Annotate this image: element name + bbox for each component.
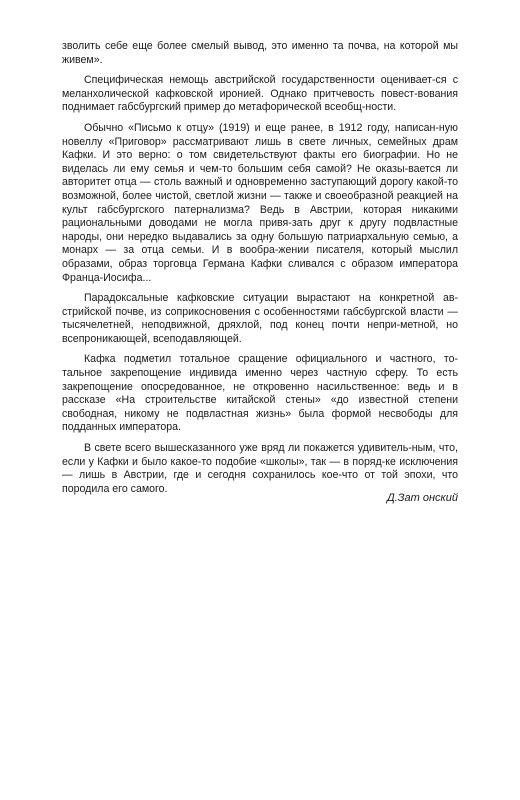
paragraph-letter-to-father: Обычно «Письмо к отцу» (1919) и еще ранее, в 1912 году, написан-ную новеллу «Приговор» рассматривают лишь в свете личных, семейных драм Кафки. И это верно: о том свидетельствуют факты его биографии. Но не виделась ли ему семья и чем-то большим себя самой? Не оказы-вается ли авторитет отца — столь важный и одновременно заступающий дорогу какой-то возможной, более чистой, светлой жизни — также и своеобразной реакцией на культ габсбургского патернализма? Ведь в Австрии, которая никакими рациональными доводами не могла привя-зать друг к другу подвластные народы, они нередко выдавались за одну большую патриархальную семью, а монарх — за отца семьи. И в вообра-жении писателя, который мыслил образами, образ торговца Германа Кафки сливался с образом императора Франца-Иосифа... [62,121,458,284]
paragraph-conclusion: В свете всего вышесказанного уже вряд ли покажется удивитель-ным, что, если у Кафки и было какое-то подобие «школы», так — в поряд-ке исключения — лишь в Австрии, где и сегодня сохранилось кое-что от той эпохи, что породила его самого. [62,442,458,495]
paragraph-paradoxical-situations: Парадоксальные кафковские ситуации вырастают на конкретной ав-стрийской почве, из соприкосновения с особенностями габсбургской власти — тысячелетней, неподвижной, дряхлой, под конец почти непри-метной, но всепроникающей, всеподавляющей. [62,292,458,345]
paragraph-total-fusion: Кафка подметил тотальное сращение официального и частного, то-тальное закрепощение индивида именно через частную сферу. То есть закрепощение опосредованное, не откровенно насильственное: ведь и в рассказе «На строительстве китайской стены» «до известной степени свободная, никому не подвластная жизнь» была формой несвободы для подданных императора. [62,353,458,434]
paragraph-continuation: зволить себе еще более смелый вывод, это именно та почва, на которой мы живем». [62,40,458,66]
author-signature: Д.Зат онский [387,492,458,504]
document-page [62,40,458,503]
paragraph-austrian-statehood: Специфическая немощь австрийской государственности оценивает-ся с меланхолической кафковской иронией. Однако притчевость повест-вования поднимает габсбургский пример до метафорической всеобщ-ности. [62,74,458,114]
